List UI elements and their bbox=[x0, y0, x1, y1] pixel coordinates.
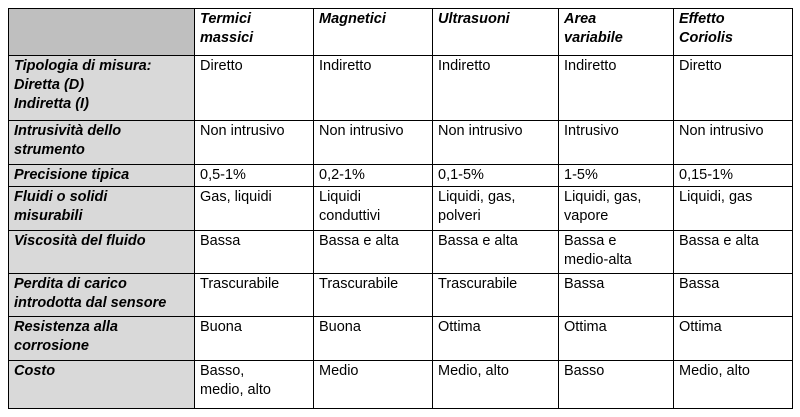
table-cell: Trascurabile bbox=[433, 273, 559, 316]
table-cell: Indiretto bbox=[559, 56, 674, 120]
row-label-intrusivita: Intrusività dello strumento bbox=[9, 120, 195, 164]
table-cell: Intrusivo bbox=[559, 120, 674, 164]
column-header-termici-massici: Termici massici bbox=[195, 9, 314, 56]
row-label-precisione: Precisione tipica bbox=[9, 165, 195, 187]
table-cell: Trascurabile bbox=[195, 273, 314, 316]
table-cell: Medio, alto bbox=[433, 360, 559, 408]
table-row-viscosita bbox=[9, 230, 793, 273]
table-cell: Liquidi, gas bbox=[674, 187, 793, 230]
table-cell: 0,5-1% bbox=[195, 165, 314, 187]
table-cell: Non intrusivo bbox=[314, 120, 433, 164]
table-cell: 0,1-5% bbox=[433, 165, 559, 187]
table-cell: Liquidi, gas, vapore bbox=[559, 187, 674, 230]
row-label-resistenza-corrosione: Resistenza alla corrosione bbox=[9, 317, 195, 360]
table-cell: Non intrusivo bbox=[433, 120, 559, 164]
table-cell: Bassa e medio-alta bbox=[559, 230, 674, 273]
table-cell: Basso bbox=[559, 360, 674, 408]
column-header-magnetici: Magnetici bbox=[314, 9, 433, 56]
table-row-fluidi bbox=[9, 187, 793, 230]
column-header-area-variabile: Area variabile bbox=[559, 9, 674, 56]
table-cell: Non intrusivo bbox=[195, 120, 314, 164]
header-row bbox=[9, 9, 793, 56]
row-label-tipologia-misura: Tipologia di misura: Diretta (D) Indiretta (I) bbox=[9, 56, 195, 120]
table-cell: Bassa e alta bbox=[433, 230, 559, 273]
table-cell: 0,2-1% bbox=[314, 165, 433, 187]
table-cell: Liquidi, gas, polveri bbox=[433, 187, 559, 230]
table-cell: Indiretto bbox=[314, 56, 433, 120]
table-cell: Buona bbox=[314, 317, 433, 360]
header-corner-cell bbox=[9, 9, 195, 56]
table-row-intrusivita bbox=[9, 120, 793, 164]
table-row-tipologia-misura bbox=[9, 56, 793, 120]
column-header-ultrasuoni: Ultrasuoni bbox=[433, 9, 559, 56]
table-cell: Medio, alto bbox=[674, 360, 793, 408]
table-row-perdita-carico bbox=[9, 273, 793, 316]
column-header-effetto-coriolis: Effetto Coriolis bbox=[674, 9, 793, 56]
row-label-fluidi: Fluidi o solidi misurabili bbox=[9, 187, 195, 230]
table-cell: 0,15-1% bbox=[674, 165, 793, 187]
table-cell: Ottima bbox=[433, 317, 559, 360]
table-cell: Bassa bbox=[674, 273, 793, 316]
table-row-costo bbox=[9, 360, 793, 408]
table-cell: Ottima bbox=[559, 317, 674, 360]
table-cell: Medio bbox=[314, 360, 433, 408]
table-cell: Indiretto bbox=[433, 56, 559, 120]
table-cell: Bassa e alta bbox=[314, 230, 433, 273]
table-cell: Trascurabile bbox=[314, 273, 433, 316]
table-cell: Bassa e alta bbox=[674, 230, 793, 273]
table-cell: Liquidi conduttivi bbox=[314, 187, 433, 230]
table-cell: Non intrusivo bbox=[674, 120, 793, 164]
table-row-precisione bbox=[9, 165, 793, 187]
flowmeter-comparison-table bbox=[8, 8, 793, 409]
table-cell: Diretto bbox=[195, 56, 314, 120]
table-cell: 1-5% bbox=[559, 165, 674, 187]
table-cell: Ottima bbox=[674, 317, 793, 360]
table-cell: Basso, medio, alto bbox=[195, 360, 314, 408]
table-cell: Diretto bbox=[674, 56, 793, 120]
table-cell: Bassa bbox=[195, 230, 314, 273]
table-cell: Buona bbox=[195, 317, 314, 360]
row-label-viscosita: Viscosità del fluido bbox=[9, 230, 195, 273]
table-cell: Bassa bbox=[559, 273, 674, 316]
table-row-resistenza-corrosione bbox=[9, 317, 793, 360]
table-cell: Gas, liquidi bbox=[195, 187, 314, 230]
row-label-perdita-carico: Perdita di carico introdotta dal sensore bbox=[9, 273, 195, 316]
row-label-costo: Costo bbox=[9, 360, 195, 408]
